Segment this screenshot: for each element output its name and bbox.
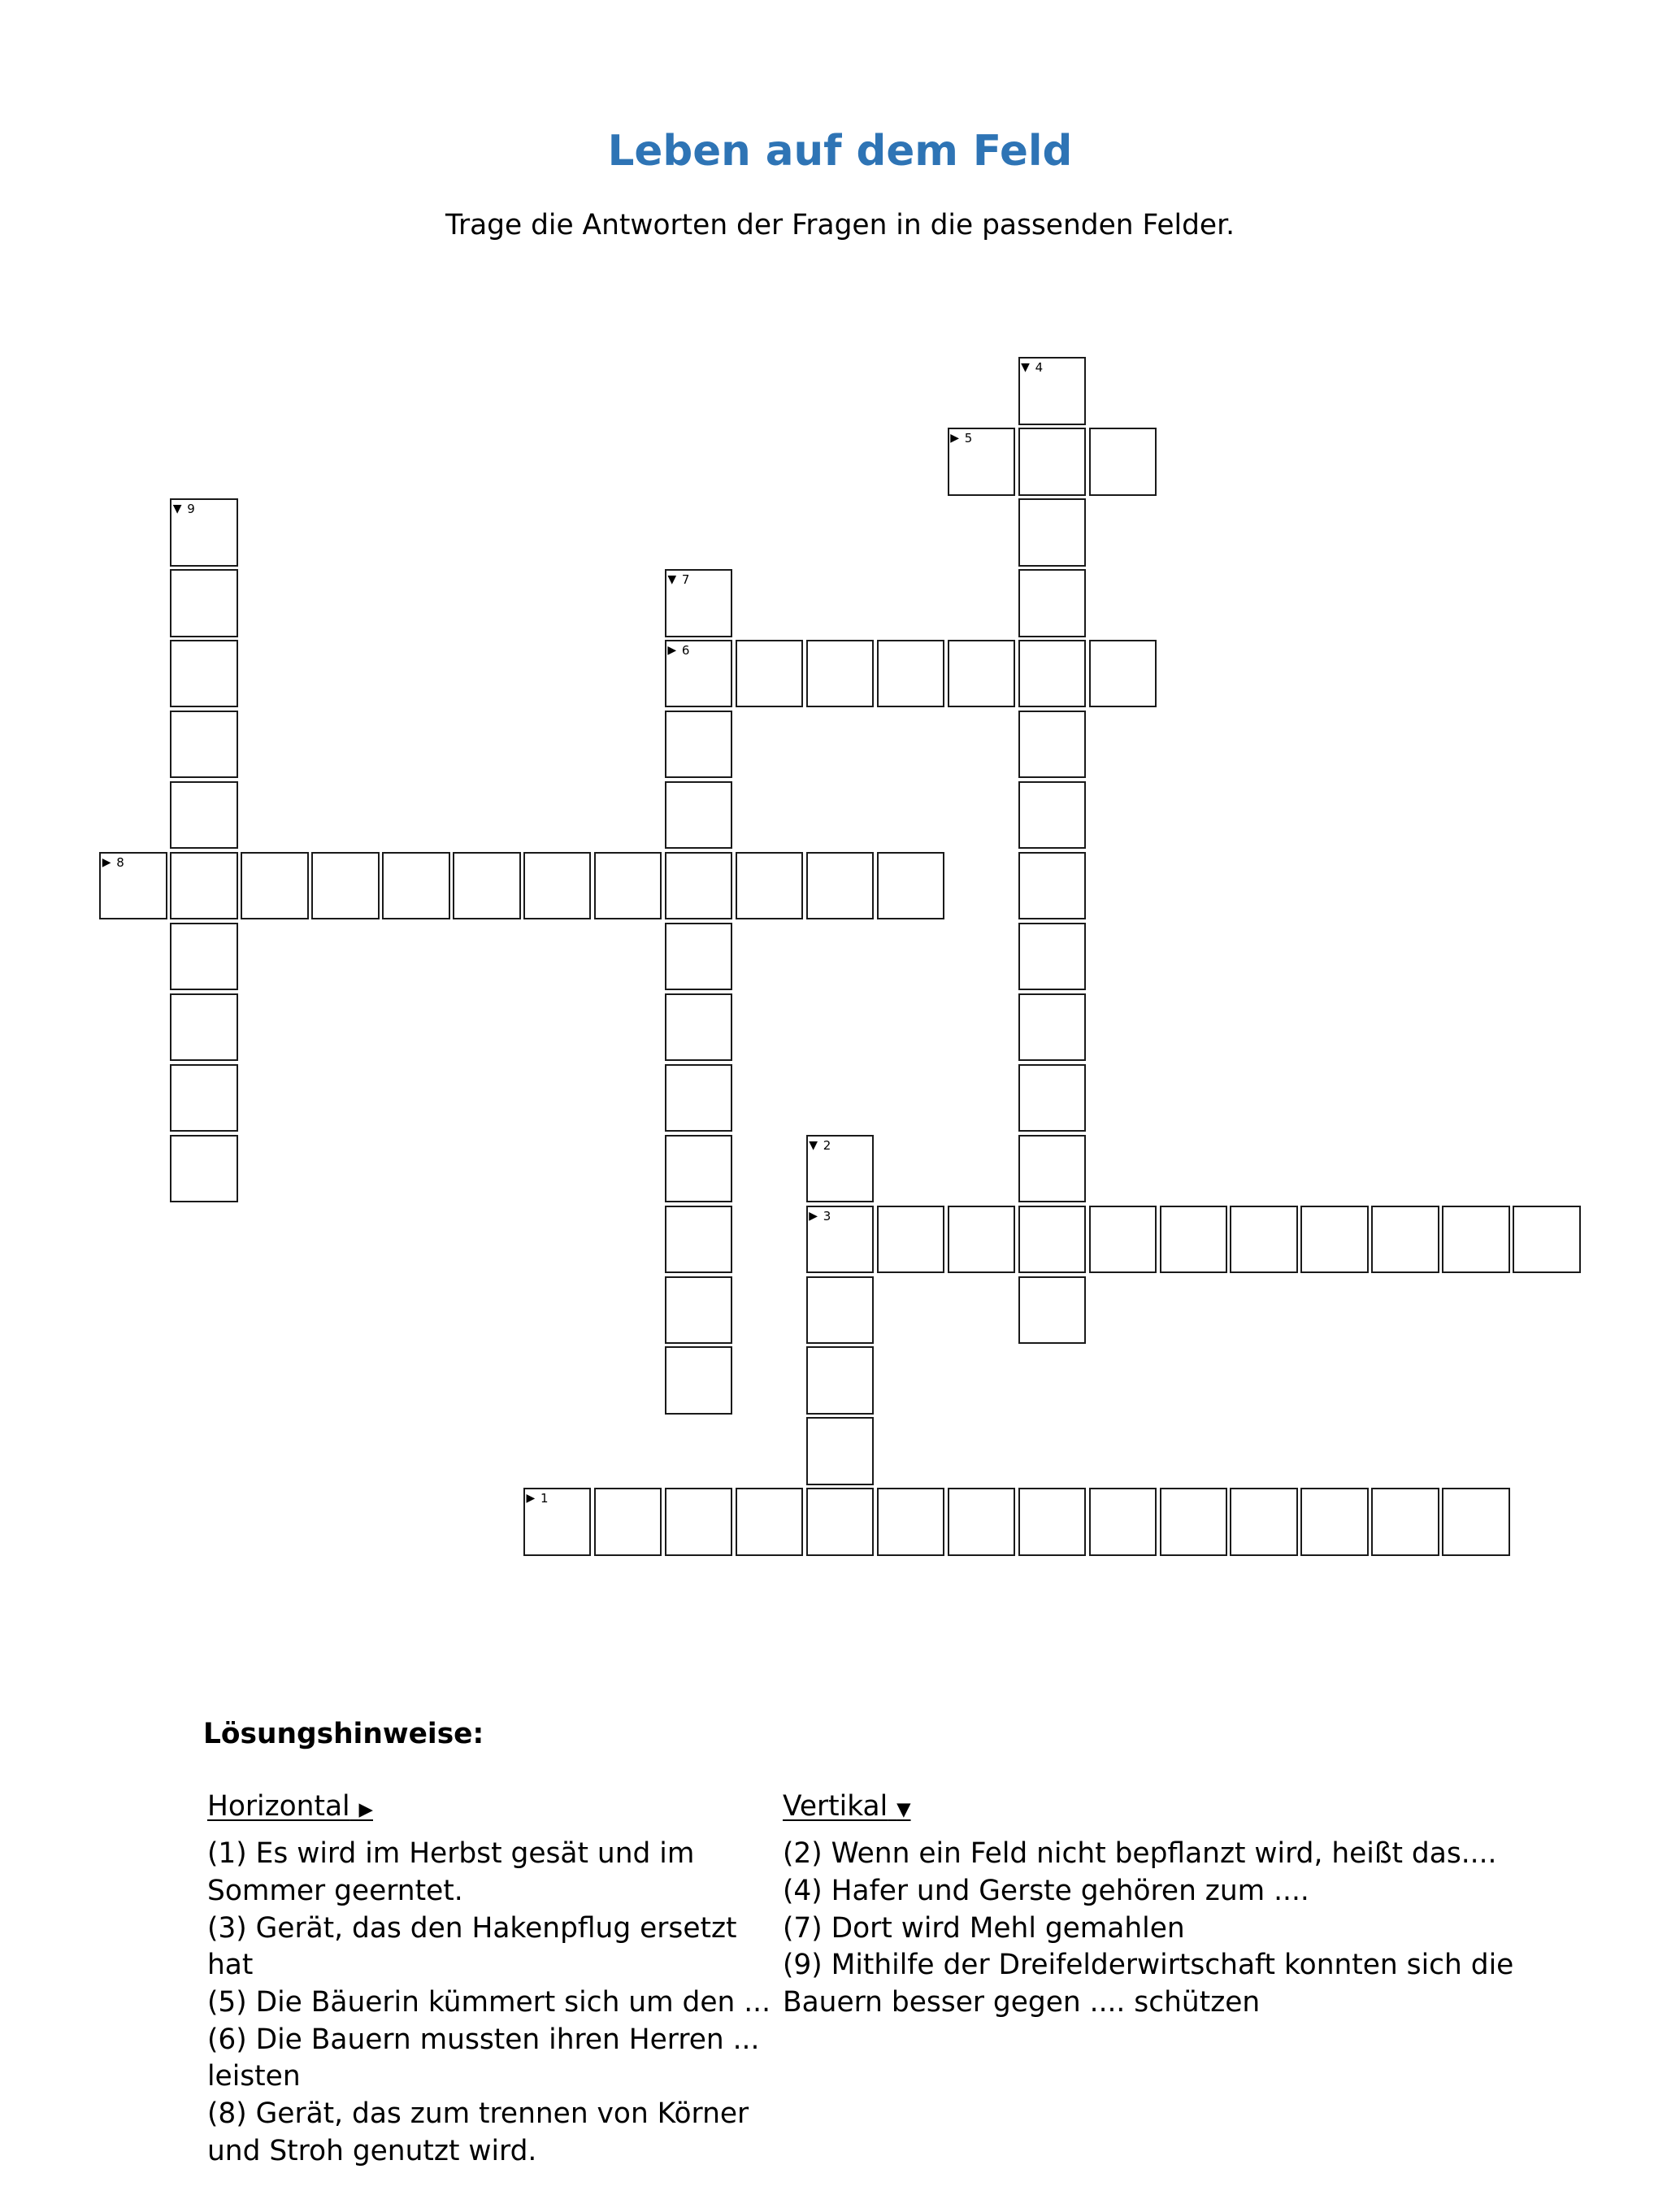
crossword-cell[interactable]	[1018, 852, 1087, 920]
clue-item: (8) Gerät, das zum trennen von Körner und Stroh genutzt wird.	[207, 2097, 749, 2167]
clue-item: (4) Hafer und Gerste gehören zum ....	[783, 1875, 1309, 1908]
crossword-cell[interactable]	[736, 1488, 804, 1556]
crossword-cell[interactable]	[665, 1135, 733, 1203]
crossword-cell[interactable]	[877, 640, 945, 708]
crossword-cell[interactable]	[1442, 1488, 1510, 1556]
clue-number: 5	[964, 431, 973, 446]
clue-start-cell-1[interactable]	[523, 1488, 592, 1556]
crossword-cell[interactable]	[806, 1488, 875, 1556]
clues-vertical-heading-underline	[783, 1790, 911, 1823]
crossword-cell[interactable]	[1230, 1206, 1298, 1274]
crossword-cell[interactable]	[665, 1276, 733, 1345]
crossword-cell[interactable]	[1160, 1488, 1228, 1556]
crossword-cell[interactable]	[665, 852, 733, 920]
crossword-cell[interactable]	[736, 640, 804, 708]
crossword-cell[interactable]	[665, 781, 733, 850]
clue-number: 4	[1035, 360, 1044, 376]
right-arrow-icon: ▶	[358, 1799, 373, 1820]
crossword-cell[interactable]	[665, 1346, 733, 1415]
crossword-cell[interactable]	[1018, 923, 1087, 991]
clue-start-cell-6[interactable]	[665, 640, 733, 708]
crossword-cell[interactable]	[1300, 1488, 1369, 1556]
clue-start-cell-4[interactable]	[1018, 357, 1087, 425]
clue-number: 6	[681, 642, 690, 658]
crossword-cell[interactable]	[1089, 1488, 1157, 1556]
crossword-cell[interactable]	[1018, 1276, 1087, 1345]
clues-horizontal	[207, 1789, 782, 2170]
crossword-cell[interactable]	[1018, 1064, 1087, 1132]
crossword-cell[interactable]	[806, 1346, 875, 1415]
clue-item: (1) Es wird im Herbst gesät und im Sommer geerntet.	[207, 1837, 695, 1908]
crossword-cell[interactable]	[806, 1417, 875, 1485]
crossword-grid	[99, 357, 1581, 1556]
crossword-cell[interactable]	[1018, 569, 1087, 637]
down-arrow-icon: ▼	[896, 1799, 911, 1820]
crossword-cell[interactable]	[170, 852, 238, 920]
clue-item: (9) Mithilfe der Dreifelderwirtschaft konnten sich die Bauern besser gegen .... schützen	[783, 1949, 1514, 2019]
clue-list-horizontal	[207, 1836, 782, 2170]
crossword-cell[interactable]	[170, 781, 238, 850]
crossword-cell[interactable]	[1018, 1206, 1087, 1274]
crossword-cell[interactable]	[594, 852, 662, 920]
crossword-cell[interactable]	[1442, 1206, 1510, 1274]
clue-number: 9	[187, 502, 195, 517]
crossword-cell[interactable]	[1371, 1488, 1439, 1556]
crossword-cell[interactable]	[1018, 1488, 1087, 1556]
crossword-cell[interactable]	[877, 852, 945, 920]
instructions: Trage die Antworten der Fragen in die passenden Felder.	[445, 209, 1235, 241]
clue-start-cell-3[interactable]	[806, 1206, 875, 1274]
crossword-cell[interactable]	[170, 569, 238, 637]
down-arrow-icon: ▼	[172, 502, 182, 516]
clue-item: (7) Dort wird Mehl gemahlen	[783, 1911, 1185, 1945]
clue-item: (3) Gerät, das den Hakenpflug ersetzt hat	[207, 1911, 737, 1982]
crossword-cell[interactable]	[523, 852, 592, 920]
clue-start-cell-7[interactable]	[665, 569, 733, 637]
hints-heading: Lösungshinweise:	[203, 1718, 484, 1750]
crossword-cell[interactable]	[665, 923, 733, 991]
crossword-cell[interactable]	[665, 1064, 733, 1132]
clue-start-cell-8[interactable]	[99, 852, 167, 920]
crossword-cell[interactable]	[170, 1135, 238, 1203]
crossword-cell[interactable]	[1089, 1206, 1157, 1274]
clue-start-cell-9[interactable]	[170, 498, 238, 567]
crossword-cell[interactable]	[1513, 1206, 1581, 1274]
clue-item: (5) Die Bäuerin kümmert sich um den ...	[207, 1986, 771, 2019]
down-arrow-icon: ▼	[1021, 361, 1030, 375]
crossword-cell[interactable]	[948, 1206, 1016, 1274]
crossword-cell[interactable]	[1018, 711, 1087, 779]
clue-start-cell-5[interactable]	[948, 428, 1016, 496]
crossword-cell[interactable]	[453, 852, 521, 920]
crossword-cell[interactable]	[877, 1206, 945, 1274]
crossword-cell[interactable]	[170, 640, 238, 708]
clue-item: (6) Die Bauern mussten ihren Herren ... leisten	[207, 2023, 760, 2093]
crossword-cell[interactable]	[665, 1206, 733, 1274]
crossword-cell[interactable]	[948, 1488, 1016, 1556]
crossword-cell[interactable]	[1018, 781, 1087, 850]
crossword-cell[interactable]	[1230, 1488, 1298, 1556]
crossword-cell[interactable]	[877, 1488, 945, 1556]
clue-item: (2) Wenn ein Feld nicht bepflanzt wird, heißt das....	[783, 1837, 1497, 1871]
right-arrow-icon: ▶	[667, 643, 677, 657]
crossword-cell[interactable]	[1018, 428, 1087, 496]
page-title: Leben auf dem Feld	[607, 127, 1073, 176]
crossword-cell[interactable]	[665, 711, 733, 779]
right-arrow-icon: ▶	[102, 855, 111, 869]
crossword-cell[interactable]	[1018, 640, 1087, 708]
clues-horizontal-heading	[207, 1789, 782, 1826]
clue-number: 8	[116, 854, 124, 870]
crossword-cell[interactable]	[665, 993, 733, 1062]
down-arrow-icon: ▼	[667, 573, 677, 587]
clue-number: 1	[540, 1491, 549, 1506]
crossword-cell[interactable]	[736, 852, 804, 920]
crossword-cell[interactable]	[170, 1064, 238, 1132]
crossword-cell[interactable]	[1160, 1206, 1228, 1274]
down-arrow-icon: ▼	[809, 1138, 818, 1152]
crossword-cell[interactable]	[806, 1276, 875, 1345]
clue-number: 7	[681, 572, 690, 588]
crossword-cell[interactable]	[594, 1488, 662, 1556]
clue-number: 3	[823, 1208, 831, 1224]
right-arrow-icon: ▶	[950, 432, 959, 446]
crossword-cell[interactable]	[382, 852, 450, 920]
clues-horizontal-heading-underline	[207, 1790, 373, 1823]
crossword-cell[interactable]	[311, 852, 380, 920]
crossword-cell[interactable]	[1300, 1206, 1369, 1274]
crossword-cell[interactable]	[1371, 1206, 1439, 1274]
crossword-cell[interactable]	[170, 993, 238, 1062]
clue-start-cell-2[interactable]	[806, 1135, 875, 1203]
crossword-cell[interactable]	[1018, 1135, 1087, 1203]
clue-number: 2	[823, 1137, 831, 1153]
crossword-cell[interactable]	[170, 923, 238, 991]
crossword-cell[interactable]	[1089, 428, 1157, 496]
crossword-cell[interactable]	[806, 852, 875, 920]
crossword-cell[interactable]	[1018, 498, 1087, 567]
clues-vertical	[783, 1789, 1567, 2022]
crossword-cell[interactable]	[241, 852, 309, 920]
clues-vertical-heading	[783, 1789, 1567, 1826]
crossword-cell[interactable]	[1089, 640, 1157, 708]
right-arrow-icon: ▶	[526, 1492, 536, 1506]
clue-list-vertical	[783, 1836, 1567, 2021]
right-arrow-icon: ▶	[809, 1209, 818, 1223]
crossword-cell[interactable]	[170, 711, 238, 779]
crossword-cell[interactable]	[1018, 993, 1087, 1062]
crossword-cell[interactable]	[948, 640, 1016, 708]
clues-vertical-label: Vertikal	[783, 1790, 888, 1823]
crossword-cell[interactable]	[665, 1488, 733, 1556]
clues-horizontal-label: Horizontal	[207, 1790, 350, 1823]
crossword-cell[interactable]	[806, 640, 875, 708]
